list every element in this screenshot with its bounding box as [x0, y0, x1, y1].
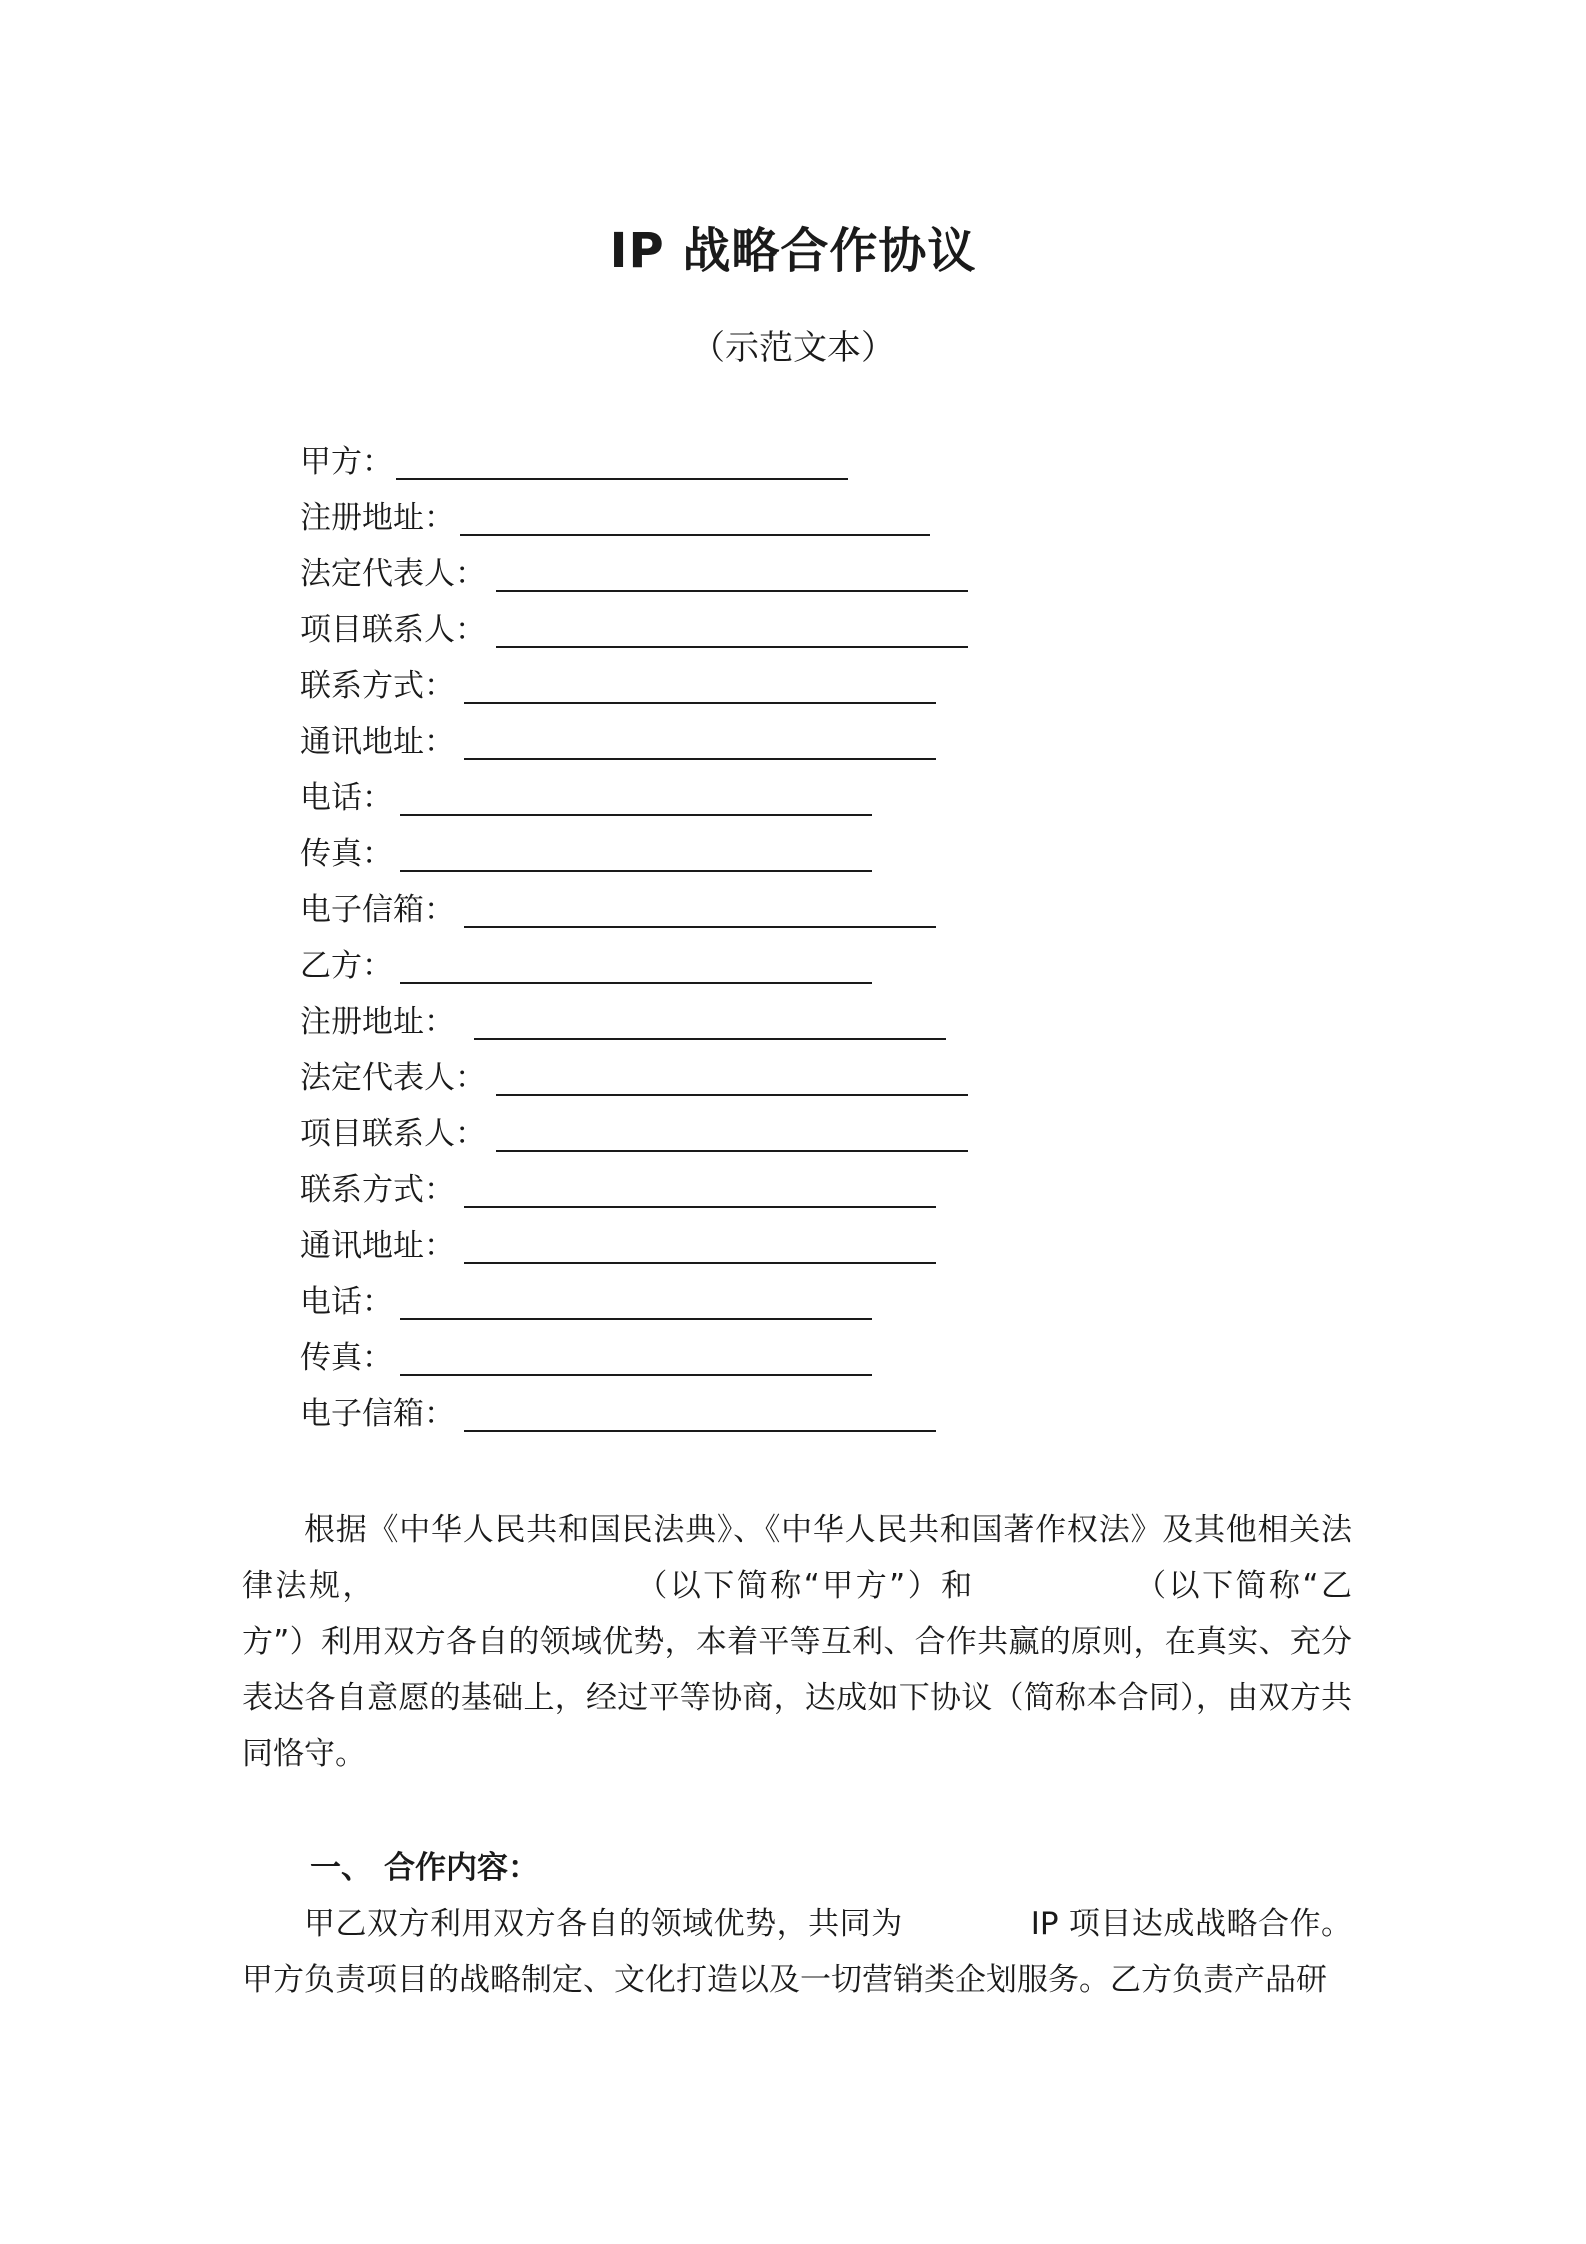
section-1-text-1: 甲乙双方利用双方各自的领域优势，共同为	[304, 1906, 903, 1942]
party-a-phone-blank[interactable]	[400, 814, 872, 816]
party-b-phone-label: 电话：	[300, 1284, 393, 1320]
party-a-contact-method-blank[interactable]	[464, 702, 936, 704]
party-a-mailing-address-label: 通讯地址：	[300, 724, 455, 760]
party-a-email-label: 电子信箱：	[300, 892, 455, 928]
party-b-email-blank[interactable]	[464, 1430, 936, 1432]
party-a-legal-rep-field[interactable]	[300, 552, 486, 596]
party-a-project-contact-field[interactable]	[300, 608, 486, 652]
party-a-project-contact-blank[interactable]	[496, 646, 968, 648]
party-a-legal-rep-blank[interactable]	[496, 590, 968, 592]
party-a-name-blank[interactable]	[396, 478, 848, 480]
party-b-legal-rep-blank[interactable]	[496, 1094, 968, 1096]
party-a-contact-method-field[interactable]	[300, 664, 455, 708]
document-title: IP 战略合作协议	[609, 223, 977, 279]
party-b-project-contact-label: 项目联系人：	[300, 1116, 486, 1152]
party-a-legal-rep-label: 法定代表人：	[300, 556, 486, 592]
party-b-registered-address-blank[interactable]	[474, 1038, 946, 1040]
section-1-number: 一、	[310, 1850, 372, 1886]
party-b-fax-field[interactable]	[300, 1336, 393, 1380]
party-a-registered-address-blank[interactable]	[460, 534, 930, 536]
party-a-contact-method-label: 联系方式：	[300, 668, 455, 704]
party-a-email-blank[interactable]	[464, 926, 936, 928]
party-b-legal-rep-label: 法定代表人：	[300, 1060, 486, 1096]
party-b-phone-field[interactable]	[300, 1280, 393, 1324]
party-b-email-field[interactable]	[300, 1392, 455, 1436]
preamble-text-2: （以下简称“甲方”）和	[633, 1568, 975, 1604]
party-b-project-contact-field[interactable]	[300, 1112, 486, 1156]
party-b-registered-address-field[interactable]	[300, 1000, 455, 1044]
party-b-mailing-address-blank[interactable]	[464, 1262, 936, 1264]
party-b-contact-method-blank[interactable]	[464, 1206, 936, 1208]
section-1-heading	[310, 1840, 539, 1896]
party-b-registered-address-label: 注册地址：	[300, 1004, 455, 1040]
party-a-mailing-address-blank[interactable]	[464, 758, 936, 760]
preamble-text-3: （以下简称“乙方”）利用双方各自的领域优势，本着平等互利、合作共赢的原则，在真实、充分表达各自意愿的基础上，经过平等协商，达成如下协议（简称本合同），由双方共同恪守。	[242, 1568, 1353, 1772]
party-b-phone-blank[interactable]	[400, 1318, 872, 1320]
party-a-fax-blank[interactable]	[400, 870, 872, 872]
party-a-name-label: 甲方：	[300, 444, 393, 480]
party-a-project-contact-label: 项目联系人：	[300, 612, 486, 648]
party-b-fax-label: 传真：	[300, 1340, 393, 1376]
section-1-text-2: IP 项目达成战略合作。甲方负责项目的战略制定、文化打造以及一切营销类企划服务。乙方负责产品研	[242, 1906, 1352, 1998]
party-a-phone-label: 电话：	[300, 780, 393, 816]
party-b-legal-rep-field[interactable]	[300, 1056, 486, 1100]
party-b-mailing-address-label: 通讯地址：	[300, 1228, 455, 1264]
party-b-fax-blank[interactable]	[400, 1374, 872, 1376]
party-a-registered-address-field[interactable]	[300, 496, 455, 540]
party-a-registered-address-label: 注册地址：	[300, 500, 455, 536]
preamble-text-1: 根据《中华人民共和国民法典》、《中华人民共和国著作权法》及其他相关法律法规，	[242, 1512, 1352, 1604]
party-a-fax-label: 传真：	[300, 836, 393, 872]
party-b-contact-method-label: 联系方式：	[300, 1172, 455, 1208]
party-b-name-field[interactable]	[300, 944, 393, 988]
party-b-name-blank[interactable]	[400, 982, 872, 984]
section-1-paragraph	[242, 1896, 1352, 2008]
section-1-title: 合作内容：	[384, 1850, 539, 1886]
party-b-contact-method-field[interactable]	[300, 1168, 455, 1212]
document-subtitle: （示范文本）	[691, 328, 895, 368]
party-a-name-field[interactable]	[300, 440, 393, 484]
party-a-fax-field[interactable]	[300, 832, 393, 876]
party-b-email-label: 电子信箱：	[300, 1396, 455, 1432]
party-b-name-label: 乙方：	[300, 948, 393, 984]
party-b-mailing-address-field[interactable]	[300, 1224, 455, 1268]
preamble-paragraph	[242, 1502, 1352, 1782]
party-a-phone-field[interactable]	[300, 776, 393, 820]
party-a-email-field[interactable]	[300, 888, 455, 932]
party-a-mailing-address-field[interactable]	[300, 720, 455, 764]
party-b-project-contact-blank[interactable]	[496, 1150, 968, 1152]
